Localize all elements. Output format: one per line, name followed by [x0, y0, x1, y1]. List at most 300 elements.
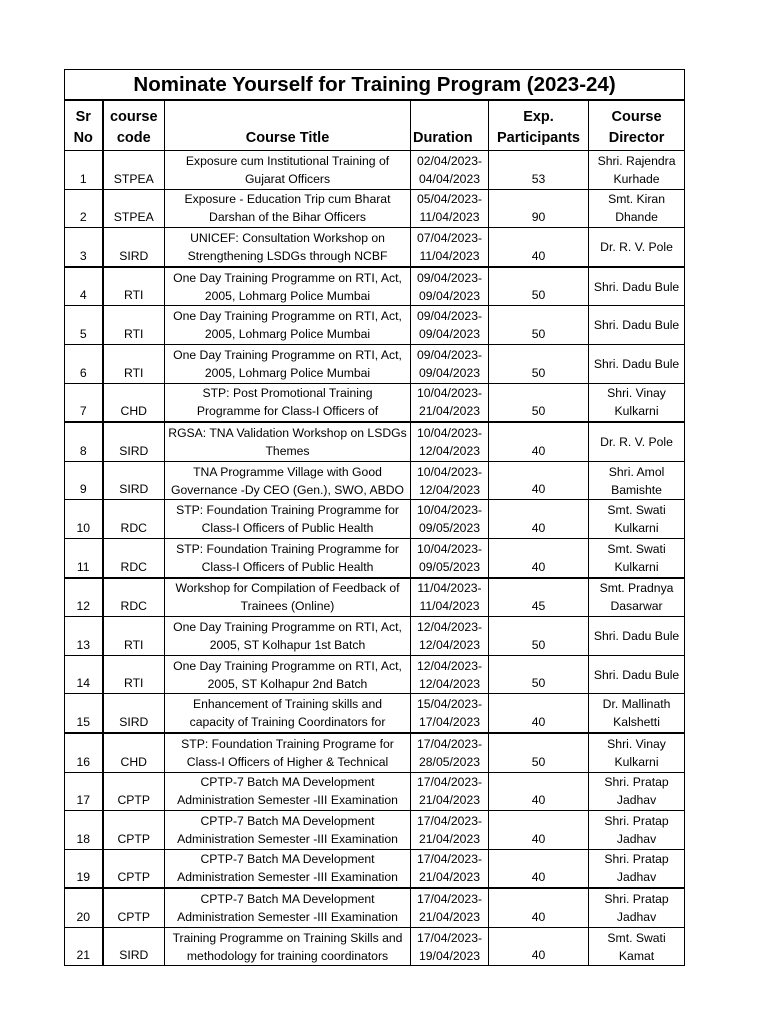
duration-cell [411, 849, 489, 888]
cell-text: 09/05/2023 [419, 559, 480, 574]
cell-text: TNA Programme Village with Good [193, 464, 382, 479]
cell-text: 17/04/2023- [416, 930, 483, 945]
cell-text: Administration Semester -III Examination [177, 793, 398, 808]
cell-text: 40 [531, 793, 546, 808]
cell-text: 21/04/2023 [419, 793, 480, 808]
course-title-cell [165, 772, 411, 811]
exp-participants-cell [489, 578, 589, 617]
table-row [65, 733, 685, 772]
cell-text: Dhande [615, 210, 658, 225]
course-title-text [165, 929, 410, 965]
exp-participants-cell [489, 189, 589, 228]
header-exp-participants: Exp. Participants [489, 100, 589, 151]
sr-no-cell [65, 189, 103, 228]
exp-participants-cell [489, 461, 589, 500]
course-director-cell [589, 151, 685, 190]
cell-text: 5 [79, 326, 87, 341]
cell-text: UNICEF: Consultation Workshop on [190, 230, 385, 245]
exp-participants-cell [489, 655, 589, 694]
course-code-cell [103, 538, 165, 577]
cell-text: 17/04/2023- [416, 852, 483, 867]
sr-no-cell [65, 811, 103, 850]
cell-text: Jadhav [616, 793, 657, 808]
cell-text: 2005, Lohmarg Police Mumbai [204, 288, 371, 303]
duration-cell [411, 306, 489, 345]
header-row [65, 100, 685, 151]
cell-text: SIRD [119, 248, 149, 263]
cell-text: 09/04/2023- [416, 309, 483, 324]
exp-participants-cell [489, 267, 589, 306]
cell-text: Enhancement of Training skills and [192, 697, 382, 712]
header-course-title: Course Title [165, 100, 411, 151]
cell-text: Shri. Dadu Bule [593, 279, 680, 294]
course-title-text [165, 269, 410, 305]
duration-cell [411, 383, 489, 422]
course-code-cell [103, 694, 165, 733]
duration-cell [411, 811, 489, 850]
cell-text: 19/04/2023 [419, 948, 480, 963]
course-title-text [165, 190, 410, 226]
sr-no-cell [65, 538, 103, 577]
sr-no-cell [65, 694, 103, 733]
cell-text: Exposure - Education Trip cum Bharat [184, 192, 391, 207]
cell-text: 50 [531, 676, 546, 691]
course-code-cell [103, 189, 165, 228]
cell-text: Themes [265, 443, 310, 458]
cell-text: 28/05/2023 [419, 754, 480, 769]
sr-no-cell [65, 267, 103, 306]
cell-text: Jadhav [616, 831, 657, 846]
cell-text: Training Programme on Training Skills and [172, 930, 403, 945]
sr-no-cell [65, 461, 103, 500]
course-title-cell [165, 733, 411, 772]
course-title-text [165, 152, 410, 188]
cell-text: RDC [120, 559, 147, 574]
cell-text: Shri. Rajendra [597, 153, 676, 168]
exp-participants-cell [489, 811, 589, 850]
table-row [65, 772, 685, 811]
course-title-cell [165, 888, 411, 927]
table-row [65, 306, 685, 345]
cell-text: 7 [79, 404, 87, 419]
exp-participants-cell [489, 538, 589, 577]
cell-text: 17/04/2023- [416, 892, 483, 907]
cell-text: CPTP-7 Batch MA Development [200, 813, 375, 828]
cell-text: Strengthening LSDGs through NCBF [187, 248, 388, 263]
cell-text: 05/04/2023- [416, 192, 483, 207]
cell-text: 21 [76, 948, 91, 963]
course-title-cell [165, 151, 411, 190]
sr-no-cell [65, 228, 103, 267]
cell-text: 45 [531, 599, 546, 614]
cell-text: 2 [79, 210, 87, 225]
cell-text: 17/04/2023- [416, 736, 483, 751]
duration-cell [411, 267, 489, 306]
cell-text: STP: Foundation Training Programme for [176, 541, 399, 556]
cell-text: 11/04/2023 [419, 599, 480, 614]
cell-text: 11/04/2023 [419, 210, 480, 225]
cell-text: One Day Training Programme on RTI, Act, [173, 619, 402, 634]
duration-cell [411, 461, 489, 500]
table-row [65, 267, 685, 306]
sr-no-cell [65, 422, 103, 461]
cell-text: 2005, Lohmarg Police Mumbai [204, 327, 371, 342]
table-row [65, 151, 685, 190]
course-title-cell [165, 461, 411, 500]
cell-text: 12/04/2023 [419, 637, 480, 652]
cell-text: 09/04/2023 [419, 327, 480, 342]
exp-participants-cell [489, 888, 589, 927]
course-code-cell [103, 383, 165, 422]
cell-text: Dr. R. V. Pole [600, 239, 673, 254]
course-title-cell [165, 383, 411, 422]
cell-text: Workshop for Compilation of Feedback of [175, 581, 400, 596]
cell-text: SIRD [119, 482, 149, 497]
table-row [65, 538, 685, 577]
cell-text: 04/04/2023 [419, 171, 480, 186]
course-title-cell [165, 694, 411, 733]
cell-text: 40 [531, 520, 546, 535]
cell-text: 21/04/2023 [419, 870, 480, 885]
cell-text: 4 [79, 288, 87, 303]
course-code-cell [103, 151, 165, 190]
table-row [65, 578, 685, 617]
course-director-cell [589, 422, 685, 461]
cell-text: 10/04/2023- [416, 386, 483, 401]
cell-text: Smt. Swati [607, 503, 666, 518]
cell-text: 2005, Lohmarg Police Mumbai [204, 365, 371, 380]
course-director-cell [589, 189, 685, 228]
exp-participants-cell [489, 228, 589, 267]
cell-text: 07/04/2023- [416, 230, 483, 245]
cell-text: STPEA [113, 171, 154, 186]
course-title-cell [165, 344, 411, 383]
cell-text: Smt. Swati [607, 541, 666, 556]
cell-text: 2005, ST Kolhapur 2nd Batch [207, 676, 368, 691]
cell-text: Bamishte [611, 482, 662, 497]
course-code-cell [103, 772, 165, 811]
cell-text: Administration Semester -III Examination [177, 831, 398, 846]
course-code-cell [103, 849, 165, 888]
course-code-cell [103, 578, 165, 617]
sr-no-cell [65, 383, 103, 422]
cell-text: 02/04/2023- [416, 153, 483, 168]
cell-text: RTI [124, 365, 144, 380]
table-row [65, 228, 685, 267]
cell-text: 50 [531, 326, 546, 341]
course-director-cell [589, 655, 685, 694]
cell-text: CPTP [117, 831, 150, 846]
course-title-cell [165, 500, 411, 539]
duration-cell [411, 422, 489, 461]
cell-text: 40 [531, 714, 546, 729]
course-title-cell [165, 927, 411, 966]
cell-text: 10 [76, 520, 91, 535]
cell-text: STP: Post Promotional Training [202, 386, 373, 401]
sr-no-cell [65, 655, 103, 694]
cell-text: Smt. Kiran [608, 192, 665, 207]
cell-text: 15/04/2023- [416, 697, 483, 712]
duration-cell [411, 772, 489, 811]
course-code-cell [103, 344, 165, 383]
cell-text: 21/04/2023 [419, 404, 480, 419]
course-title-text [165, 346, 410, 382]
cell-text: Shri. Vinay [607, 736, 666, 751]
cell-text: RDC [120, 520, 147, 535]
course-director-cell [589, 811, 685, 850]
cell-text: 11/04/2023 [419, 248, 480, 263]
cell-text: 40 [531, 909, 546, 924]
exp-participants-cell [489, 344, 589, 383]
sr-no-cell [65, 306, 103, 345]
course-title-cell [165, 811, 411, 850]
cell-text: Administration Semester -III Examination [177, 870, 398, 885]
cell-text: 12/04/2023 [419, 443, 480, 458]
cell-text: Kulkarni [614, 754, 659, 769]
cell-text: RTI [124, 637, 144, 652]
header-sr-no: Sr No [65, 100, 103, 151]
course-director-cell [589, 772, 685, 811]
course-code-cell [103, 617, 165, 656]
cell-text: capacity of Training Coordinators for [189, 715, 386, 730]
cell-text: RTI [124, 676, 144, 691]
course-title-cell [165, 306, 411, 345]
cell-text: 21/04/2023 [419, 910, 480, 925]
cell-text: SIRD [119, 443, 149, 458]
exp-participants-cell [489, 927, 589, 966]
header-duration: Duration [411, 100, 489, 151]
cell-text: 18 [76, 831, 91, 846]
cell-text: Trainees (Online) [240, 599, 335, 614]
cell-text: 21/04/2023 [419, 831, 480, 846]
course-code-cell [103, 811, 165, 850]
course-title-text [165, 463, 410, 499]
cell-text: 11 [76, 559, 90, 574]
table-row [65, 655, 685, 694]
course-code-cell [103, 888, 165, 927]
table-row [65, 849, 685, 888]
cell-text: 50 [531, 365, 546, 380]
cell-text: Kamat [618, 948, 655, 963]
cell-text: 20 [76, 909, 91, 924]
cell-text: Class-I Officers of Public Health [201, 521, 374, 536]
table-row [65, 617, 685, 656]
page-title: Nominate Yourself for Training Program (2023-24) [65, 70, 685, 101]
cell-text: RTI [124, 326, 144, 341]
sr-no-cell [65, 772, 103, 811]
cell-text: RDC [120, 599, 147, 614]
cell-text: 12 [76, 599, 91, 614]
course-title-text [165, 890, 410, 926]
header-course-director: Course Director [589, 100, 685, 151]
cell-text: 19 [76, 870, 91, 885]
cell-text: Jadhav [616, 910, 657, 925]
course-director-cell [589, 927, 685, 966]
cell-text: 40 [531, 248, 546, 263]
cell-text: One Day Training Programme on RTI, Act, [173, 658, 402, 673]
cell-text: CPTP [117, 909, 150, 924]
duration-cell [411, 538, 489, 577]
duration-cell [411, 655, 489, 694]
cell-text: 16 [76, 754, 91, 769]
course-code-cell [103, 306, 165, 345]
cell-text: One Day Training Programme on RTI, Act, [173, 270, 402, 285]
cell-text: 15 [76, 714, 91, 729]
table-row [65, 500, 685, 539]
cell-text: 50 [531, 754, 546, 769]
cell-text: 6 [79, 365, 87, 380]
cell-text: Jadhav [616, 870, 657, 885]
cell-text: RTI [124, 288, 144, 303]
cell-text: 11/04/2023- [417, 581, 482, 596]
course-title-text [165, 579, 410, 615]
sr-no-cell [65, 927, 103, 966]
exp-participants-cell [489, 849, 589, 888]
exp-participants-cell [489, 151, 589, 190]
cell-text: 12/04/2023- [416, 619, 483, 634]
exp-participants-cell [489, 772, 589, 811]
cell-text: Shri. Dadu Bule [593, 667, 680, 682]
duration-cell [411, 578, 489, 617]
exp-participants-cell [489, 500, 589, 539]
course-title-cell [165, 189, 411, 228]
cell-text: 10/04/2023- [416, 503, 483, 518]
exp-participants-cell [489, 617, 589, 656]
course-title-text [165, 540, 410, 576]
cell-text: Administration Semester -III Examination [177, 910, 398, 925]
duration-cell [411, 228, 489, 267]
course-director-cell [589, 461, 685, 500]
cell-text: RGSA: TNA Validation Workshop on LSDGs [168, 425, 407, 440]
table-row [65, 888, 685, 927]
cell-text: Shri. Pratap [604, 892, 669, 907]
table-row [65, 189, 685, 228]
course-title-text [165, 618, 410, 654]
cell-text: Smt. Swati [607, 930, 666, 945]
cell-text: 13 [76, 637, 91, 652]
sr-no-cell [65, 151, 103, 190]
cell-text: 10/04/2023- [416, 464, 483, 479]
cell-text: 17/04/2023- [416, 813, 483, 828]
cell-text: Governance -Dy CEO (Gen.), SWO, ABDO [171, 482, 404, 497]
cell-text: One Day Training Programme on RTI, Act, [173, 347, 402, 362]
training-table [64, 69, 685, 966]
table-row [65, 383, 685, 422]
cell-text: CPTP-7 Batch MA Development [200, 775, 375, 790]
cell-text: 2005, ST Kolhapur 1st Batch [209, 637, 366, 652]
cell-text: STP: Foundation Training Programme for [176, 503, 399, 518]
duration-cell [411, 888, 489, 927]
sr-no-cell [65, 733, 103, 772]
header-course-code: course code [103, 100, 165, 151]
course-title-text [165, 812, 410, 848]
cell-text: 50 [531, 404, 546, 419]
cell-text: STPEA [113, 210, 154, 225]
cell-text: 10/04/2023- [416, 541, 483, 556]
sr-no-cell [65, 578, 103, 617]
course-title-text [165, 773, 410, 809]
course-director-cell [589, 383, 685, 422]
cell-text: Shri. Dadu Bule [593, 356, 680, 371]
course-title-text [165, 695, 410, 731]
cell-text: Class-I Officers of Public Health [201, 559, 374, 574]
cell-text: 17/04/2023- [416, 775, 483, 790]
cell-text: Dr. R. V. Pole [600, 434, 673, 449]
cell-text: Kulkarni [614, 559, 659, 574]
course-title-text [165, 229, 410, 265]
cell-text: Shri. Pratap [604, 852, 669, 867]
cell-text: Shri. Dadu Bule [593, 318, 680, 333]
course-title-cell [165, 655, 411, 694]
table-row [65, 694, 685, 733]
cell-text: CHD [120, 754, 147, 769]
exp-participants-cell [489, 306, 589, 345]
duration-cell [411, 189, 489, 228]
duration-cell [411, 344, 489, 383]
course-title-text [165, 501, 410, 537]
sr-no-cell [65, 617, 103, 656]
cell-text: Kulkarni [614, 521, 659, 536]
table-row [65, 344, 685, 383]
cell-text: CPTP-7 Batch MA Development [200, 892, 375, 907]
course-director-cell [589, 228, 685, 267]
cell-text: 53 [531, 171, 546, 186]
course-director-cell [589, 578, 685, 617]
duration-cell [411, 927, 489, 966]
cell-text: 40 [531, 831, 546, 846]
cell-text: 09/04/2023 [419, 365, 480, 380]
course-director-cell [589, 306, 685, 345]
cell-text: Gujarat Officers [244, 171, 331, 186]
cell-text: Shri. Pratap [604, 775, 669, 790]
cell-text: 10/04/2023- [416, 425, 483, 440]
exp-participants-cell [489, 694, 589, 733]
table-row [65, 811, 685, 850]
course-title-text [165, 424, 410, 460]
course-title-cell [165, 267, 411, 306]
course-code-cell [103, 733, 165, 772]
cell-text: Programme for Class-I Officers of [196, 404, 379, 419]
course-director-cell [589, 733, 685, 772]
cell-text: Dr. Mallinath [602, 697, 671, 712]
course-title-cell [165, 228, 411, 267]
cell-text: 09/05/2023 [419, 521, 480, 536]
cell-text: 50 [531, 637, 546, 652]
course-title-text [165, 850, 410, 886]
table-row [65, 461, 685, 500]
course-director-cell [589, 617, 685, 656]
cell-text: 09/04/2023- [416, 347, 483, 362]
cell-text: SIRD [119, 714, 149, 729]
table-body [65, 151, 685, 966]
cell-text: Smt. Pradnya [599, 581, 674, 596]
cell-text: Shri. Vinay [607, 386, 666, 401]
duration-cell [411, 733, 489, 772]
cell-text: 40 [531, 482, 546, 497]
cell-text: 17/04/2023 [419, 715, 480, 730]
course-title-cell [165, 849, 411, 888]
exp-participants-cell [489, 733, 589, 772]
course-code-cell [103, 927, 165, 966]
course-director-cell [589, 344, 685, 383]
course-code-cell [103, 267, 165, 306]
course-title-cell [165, 538, 411, 577]
cell-text: Kalshetti [613, 715, 660, 730]
cell-text: 40 [531, 870, 546, 885]
cell-text: Dasarwar [610, 599, 663, 614]
cell-text: CPTP-7 Batch MA Development [200, 852, 375, 867]
course-code-cell [103, 500, 165, 539]
